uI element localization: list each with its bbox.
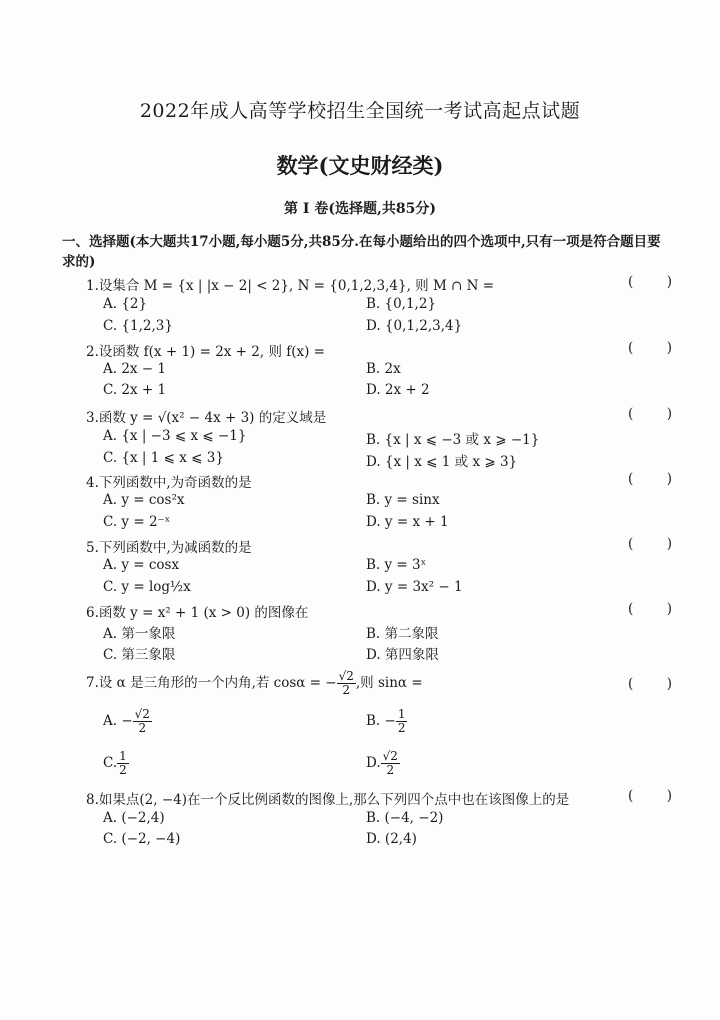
answer-paren-7: ( ) — [628, 676, 672, 692]
exam-title: 2022年成人高等学校招生全国统一考试高起点试题 — [139, 100, 581, 122]
question-6-stem: 6.函数 y = x² + 1 (x > 0) 的图像在 — [86, 605, 309, 621]
question-7-option-c: C. $\frac{1}{2}$ — [103, 749, 127, 777]
answer-paren-3: ( ) — [628, 406, 672, 422]
question-2-option-d: D. 2x + 2 — [366, 382, 430, 398]
question-7-stem: 7.设 α 是三角形的一个内角,若 cosα = − $\frac{√2}{2}$ ,则 sinα = — [86, 669, 423, 697]
question-2-option-b: B. 2x — [366, 361, 401, 377]
question-1-option-a: A. {2} — [103, 296, 148, 312]
question-2-option-a: A. 2x − 1 — [103, 361, 167, 377]
section-heading: 第 Ⅰ 卷(选择题,共85分) — [284, 201, 436, 217]
question-5-option-a: A. y = cosx — [103, 557, 180, 573]
question-4-option-b: B. y = sinx — [366, 492, 440, 508]
answer-paren-5: ( ) — [628, 536, 672, 552]
question-3-option-a: A. {x | −3 ⩽ x ⩽ −1} — [103, 428, 247, 444]
answer-paren-4: ( ) — [628, 471, 672, 487]
question-4-option-d: D. y = x + 1 — [366, 514, 449, 530]
question-1-option-d: D. {0,1,2,3,4} — [366, 318, 463, 334]
question-2-stem: 2.设函数 f(x + 1) = 2x + 2, 则 f(x) = — [86, 344, 325, 360]
fraction: $\frac{√2}{2}$ — [338, 669, 354, 697]
question-6-option-b: B. 第二象限 — [366, 626, 439, 642]
question-4-stem: 4.下列函数中,为奇函数的是 — [86, 475, 252, 491]
question-8-option-c: C. (−2, −4) — [103, 831, 181, 847]
question-6-option-a: A. 第一象限 — [103, 626, 176, 642]
question-4-option-c: C. y = 2⁻ˣ — [103, 514, 171, 530]
question-8-option-d: D. (2,4) — [366, 831, 417, 847]
question-1-option-b: B. {0,1,2} — [366, 296, 437, 312]
question-3-option-d: D. {x | x ⩽ 1 或 x ⩾ 3} — [366, 454, 518, 470]
question-7-option-d: D. $\frac{√2}{2}$ — [366, 749, 398, 777]
question-1-stem: 1.设集合 M = {x | |x − 2| < 2}, N = {0,1,2,3,4}, 则 M ∩ N = — [86, 278, 495, 294]
question-5-option-b: B. y = 3ˣ — [366, 557, 427, 573]
answer-paren-1: ( ) — [628, 274, 672, 290]
exam-subtitle: 数学(文史财经类) — [276, 153, 444, 178]
question-5-option-d: D. y = 3x² − 1 — [366, 579, 463, 595]
question-7-option-a: A. − $\frac{√2}{2}$ — [103, 707, 150, 735]
question-6-option-d: D. 第四象限 — [366, 647, 439, 663]
question-5-stem: 5.下列函数中,为减函数的是 — [86, 540, 252, 556]
answer-paren-8: ( ) — [628, 788, 672, 804]
answer-paren-2: ( ) — [628, 340, 672, 356]
question-8-option-a: A. (−2,4) — [103, 810, 165, 826]
question-7-option-b: B. − $\frac{1}{2}$ — [366, 707, 406, 735]
question-6-option-c: C. 第三象限 — [103, 647, 176, 663]
answer-paren-6: ( ) — [628, 601, 672, 617]
question-5-option-c: C. y = log½x — [103, 579, 191, 595]
question-3-option-b: B. {x | x ⩽ −3 或 x ⩾ −1} — [366, 432, 540, 448]
question-3-stem: 3.函数 y = √(x² − 4x + 3) 的定义域是 — [86, 410, 327, 426]
question-1-option-c: C. {1,2,3} — [103, 318, 173, 334]
question-8-option-b: B. (−4, −2) — [366, 810, 444, 826]
question-2-option-c: C. 2x + 1 — [103, 382, 167, 398]
instructions: 一、选择题(本大题共17小题,每小题5分,共85分.在每小题给出的四个选项中,只有一项是符合题目要求的) — [62, 234, 661, 270]
question-4-option-a: A. y = cos²x — [103, 492, 185, 508]
question-8-stem: 8.如果点(2, −4)在一个反比例函数的图像上,那么下列四个点中也在该图像上的是 — [86, 792, 570, 808]
question-3-option-c: C. {x | 1 ⩽ x ⩽ 3} — [103, 450, 224, 466]
